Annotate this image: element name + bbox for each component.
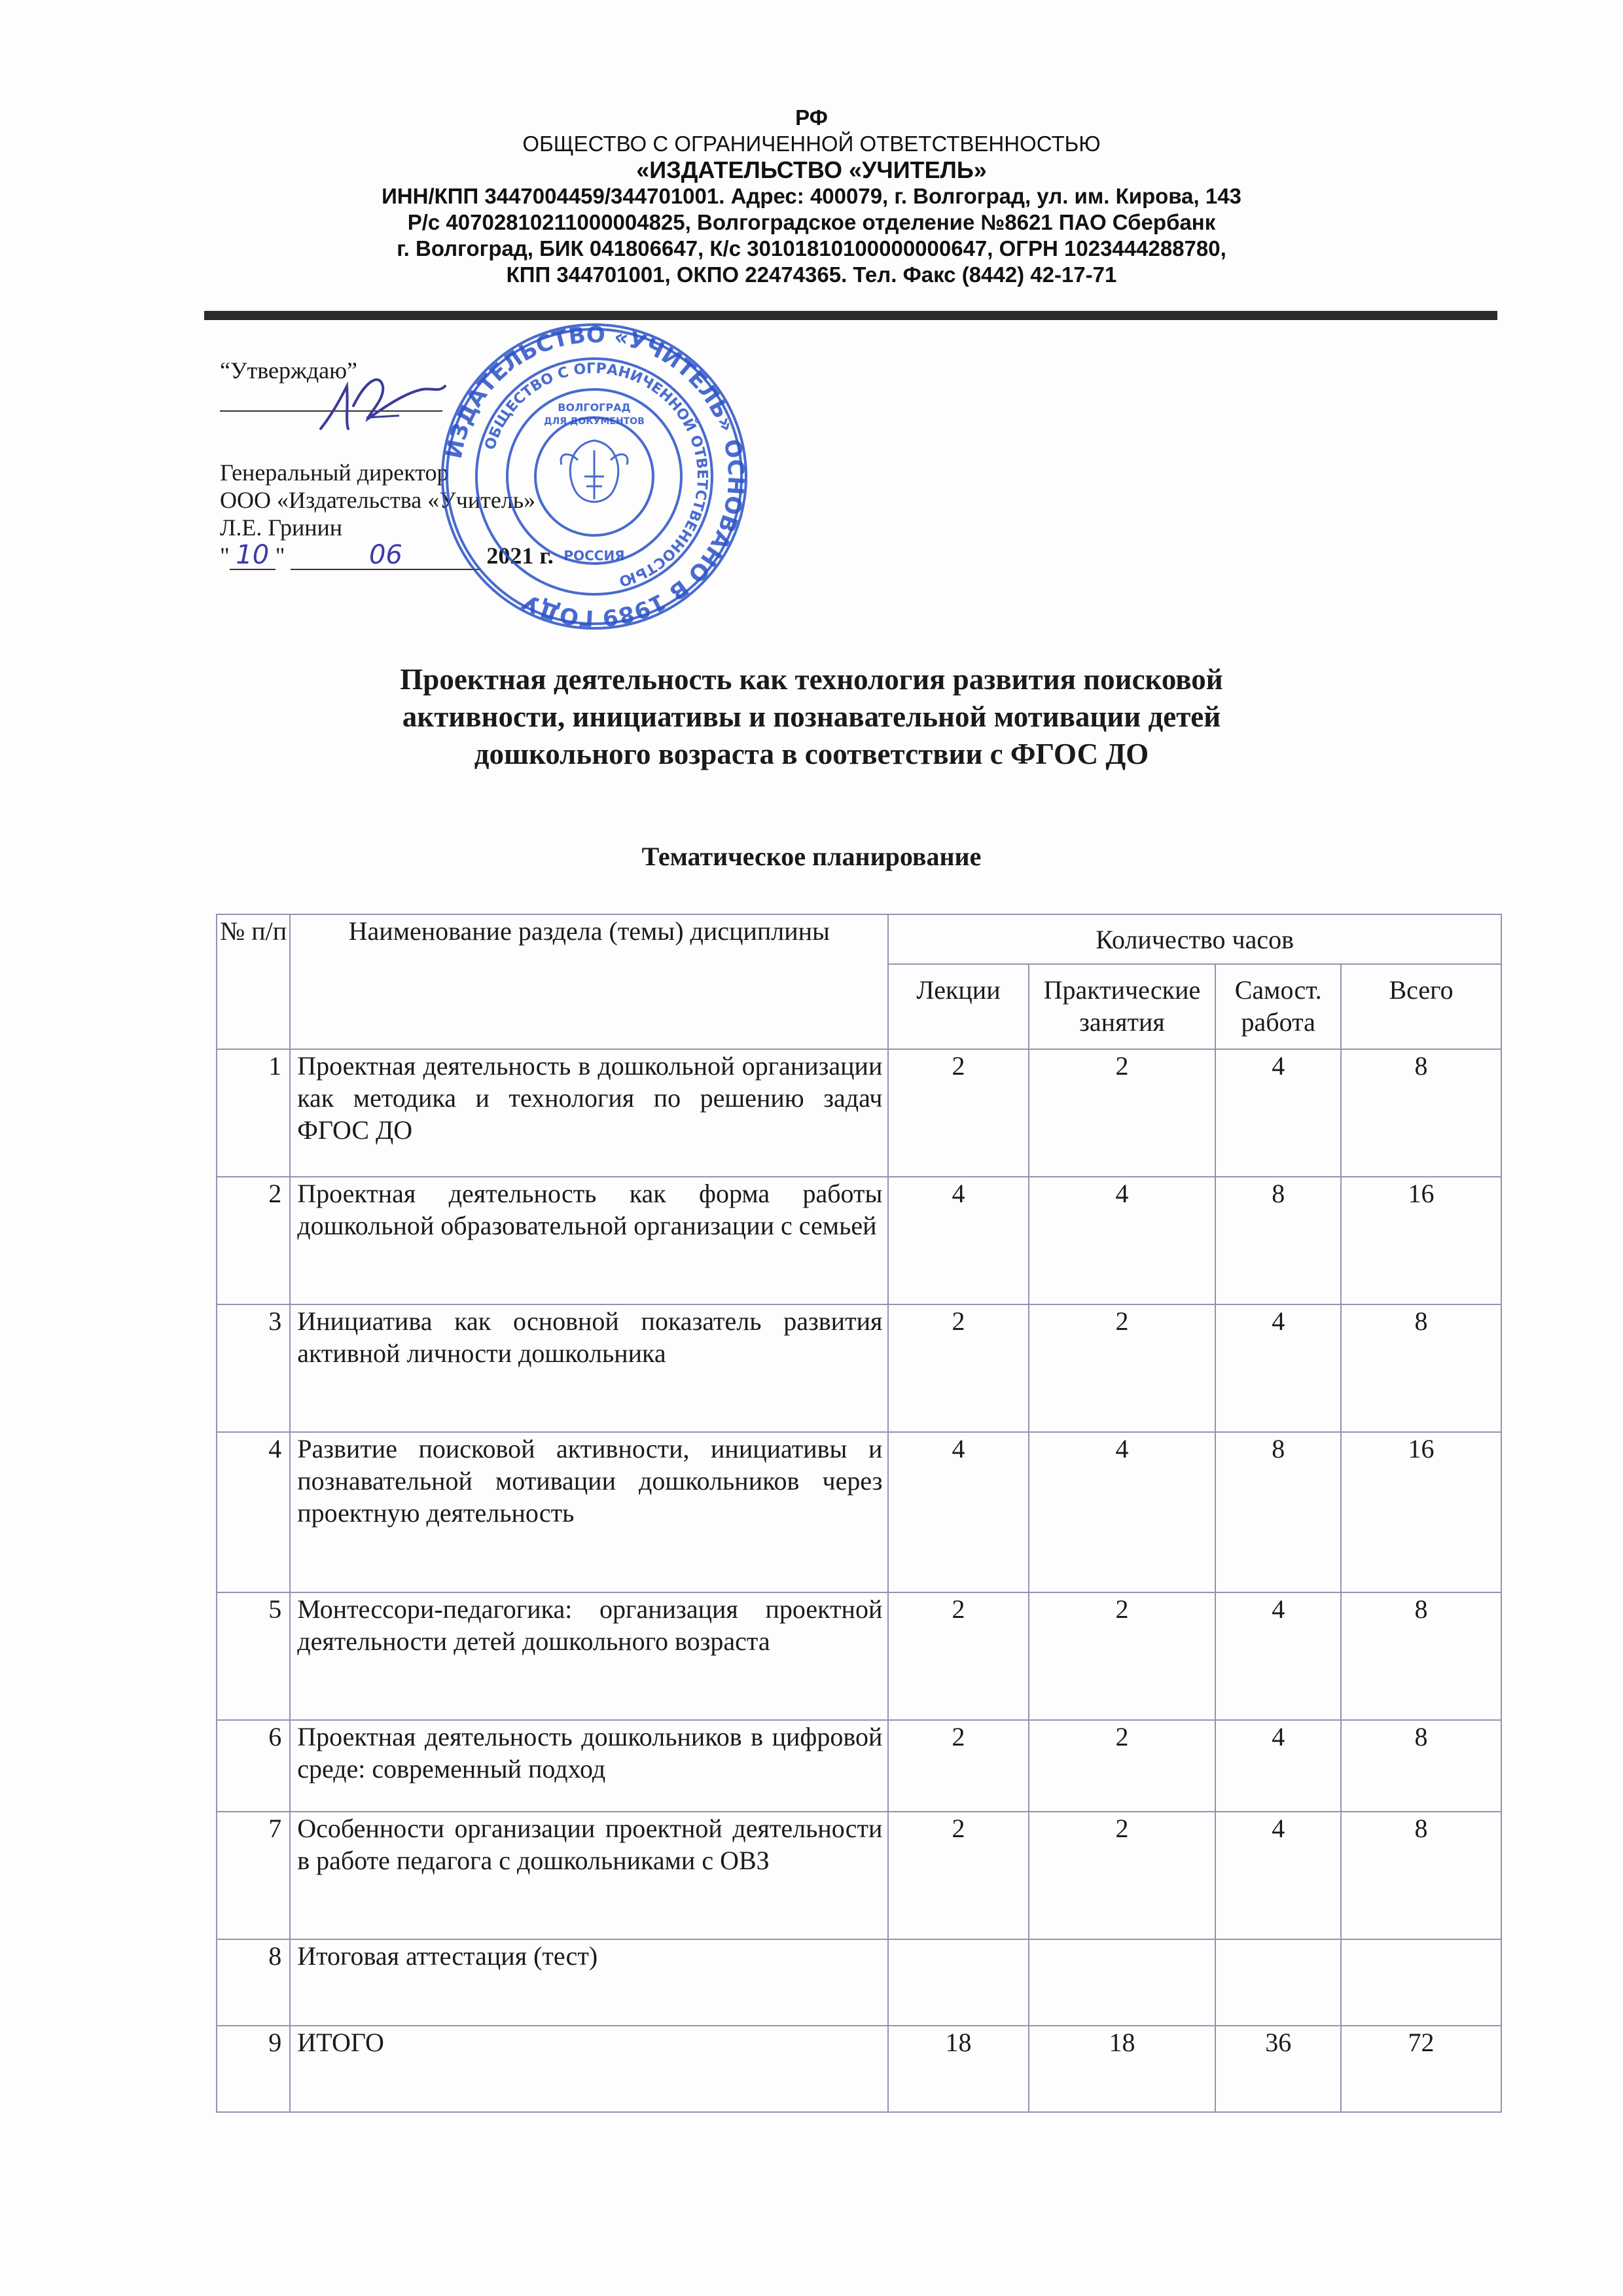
svg-text:ОБЩЕСТВО С ОГРАНИЧЕННОЙ ОТВЕТС: ОБЩЕСТВО С ОГРАНИЧЕННОЙ ОТВЕТСТВЕННОСТЬЮ	[482, 360, 711, 590]
row-num-cell: 9	[217, 2026, 290, 2112]
row-lectures-cell: 4	[888, 1177, 1028, 1304]
row-lectures-cell: 18	[888, 2026, 1028, 2112]
header-self: Самост. работа	[1215, 964, 1341, 1049]
row-topic-cell: Особенности организации проектной деятельности в работе педагога с дошкольниками с ОВЗ	[290, 1812, 888, 1939]
handwritten-signature	[308, 367, 458, 439]
table-row	[217, 1177, 1501, 1304]
svg-text:ВОЛГОГРАД: ВОЛГОГРАД	[558, 401, 631, 414]
table-row	[217, 1432, 1501, 1592]
header-practice: Практические занятия	[1029, 964, 1216, 1049]
date-month: 06	[291, 541, 480, 570]
row-topic-cell: Проектная деятельность в дошкольной организации как методика и технология по решению задач ФГОС ДО	[290, 1049, 888, 1177]
row-lectures-cell: 2	[888, 1592, 1028, 1720]
header-lectures: Лекции	[888, 964, 1028, 1049]
table-row	[217, 1304, 1501, 1432]
row-total-cell: 8	[1341, 1592, 1501, 1720]
row-topic-cell: Инициатива как основной показатель развития активной личности дошкольника	[290, 1304, 888, 1432]
company-seal	[437, 319, 751, 634]
row-num-cell: 6	[217, 1720, 290, 1812]
row-total-cell: 16	[1341, 1177, 1501, 1304]
header-total: Всего	[1341, 964, 1501, 1049]
letterhead-divider	[204, 311, 1497, 320]
row-self-cell: 8	[1215, 1177, 1341, 1304]
svg-text:ДЛЯ ДОКУМЕНТОВ: ДЛЯ ДОКУМЕНТОВ	[544, 416, 645, 427]
row-practice-cell: 2	[1029, 1049, 1216, 1177]
document-title: Проектная деятельность как технология развития поисковой активности, инициативы и познавательной мотивации детей дошкольного возраста в соответствии с ФГОС ДО	[400, 663, 1223, 770]
row-lectures-cell: 2	[888, 1720, 1028, 1812]
row-total-cell: 16	[1341, 1432, 1501, 1592]
row-practice-cell: 4	[1029, 1177, 1216, 1304]
header-name: Наименование раздела (темы) дисциплины	[290, 914, 888, 1049]
row-num-cell: 1	[217, 1049, 290, 1177]
row-self-cell	[1215, 1939, 1341, 2026]
kpp-line: КПП 344701001, ОКПО 22474365. Тел. Факс (8442) 42-17-71	[506, 262, 1117, 287]
table-row	[217, 1939, 1501, 2026]
row-num-cell: 2	[217, 1177, 290, 1304]
date-day: 10	[230, 541, 276, 570]
table-row	[217, 1049, 1501, 1177]
row-self-cell: 8	[1215, 1432, 1341, 1592]
position-line2: ООО «Издательства «Учитель»	[220, 487, 536, 513]
row-practice-cell: 2	[1029, 1720, 1216, 1812]
row-practice-cell: 2	[1029, 1812, 1216, 1939]
header-num: № п/п	[217, 914, 290, 1049]
row-self-cell: 4	[1215, 1592, 1341, 1720]
row-lectures-cell: 2	[888, 1812, 1028, 1939]
row-num-cell: 4	[217, 1432, 290, 1592]
table-row	[217, 1812, 1501, 1939]
country-label: РФ	[795, 105, 828, 130]
row-practice-cell: 4	[1029, 1432, 1216, 1592]
bik-line: г. Волгоград, БИК 041806647, К/с 30101810100000000647, ОГРН 1023444288780,	[397, 236, 1226, 260]
svg-text:ИЗДАТЕЛЬСТВО «УЧИТЕЛЬ» ОСНОВАН: ИЗДАТЕЛЬСТВО «УЧИТЕЛЬ» ОСНОВАНО В 1989 ГОДУ	[440, 321, 749, 632]
account-line: Р/с 40702810211000004825, Волгоградское отделение №8621 ПАО Сбербанк	[407, 210, 1216, 234]
row-topic-cell: Проектная деятельность дошкольников в цифровой среде: современный подход	[290, 1720, 888, 1812]
row-self-cell: 4	[1215, 1720, 1341, 1812]
approve-label: “Утверждаю”	[220, 357, 358, 384]
row-total-cell	[1341, 1939, 1501, 2026]
row-total-cell: 8	[1341, 1720, 1501, 1812]
position-line1: Генеральный директор	[220, 459, 449, 486]
director-name: Л.Е. Гринин	[220, 514, 343, 541]
org-type: ОБЩЕСТВО С ОГРАНИЧЕННОЙ ОТВЕТСТВЕННОСТЬЮ	[522, 132, 1101, 156]
row-total-cell: 72	[1341, 2026, 1501, 2112]
row-lectures-cell: 4	[888, 1432, 1028, 1592]
row-practice-cell: 2	[1029, 1304, 1216, 1432]
row-topic-cell: Итоговая аттестация (тест)	[290, 1939, 888, 2026]
row-self-cell: 36	[1215, 2026, 1341, 2112]
header-hours: Количество часов	[888, 914, 1501, 964]
row-practice-cell: 18	[1029, 2026, 1216, 2112]
row-num-cell: 5	[217, 1592, 290, 1720]
row-total-cell: 8	[1341, 1049, 1501, 1177]
row-num-cell: 3	[217, 1304, 290, 1432]
thematic-plan-table	[216, 914, 1502, 2113]
row-total-cell: 8	[1341, 1812, 1501, 1939]
table-row	[217, 2026, 1501, 2112]
row-self-cell: 4	[1215, 1812, 1341, 1939]
letterhead	[0, 105, 1623, 288]
row-total-cell: 8	[1341, 1304, 1501, 1432]
table-row	[217, 1592, 1501, 1720]
row-lectures-cell: 2	[888, 1049, 1028, 1177]
svg-text:РОССИЯ: РОССИЯ	[563, 548, 625, 564]
org-name: «ИЗДАТЕЛЬСТВО «УЧИТЕЛЬ»	[636, 156, 987, 183]
document-subtitle: Тематическое планирование	[641, 842, 982, 871]
row-lectures-cell	[888, 1939, 1028, 2026]
row-self-cell: 4	[1215, 1049, 1341, 1177]
approval-date: " 10 " 06 2021 г.	[220, 540, 554, 570]
row-topic-cell: ИТОГО	[290, 2026, 888, 2112]
row-num-cell: 7	[217, 1812, 290, 1939]
row-topic-cell: Развитие поисковой активности, инициативы и познавательной мотивации дошкольников через проектную деятельность	[290, 1432, 888, 1592]
row-num-cell: 8	[217, 1939, 290, 2026]
row-topic-cell: Монтессори-педагогика: организация проектной деятельности детей дошкольного возраста	[290, 1592, 888, 1720]
row-topic-cell: Проектная деятельность как форма работы дошкольной образовательной организации с семьей	[290, 1177, 888, 1304]
row-practice-cell	[1029, 1939, 1216, 2026]
date-year: 2021 г.	[486, 543, 554, 569]
row-practice-cell: 2	[1029, 1592, 1216, 1720]
table-row	[217, 1720, 1501, 1812]
row-lectures-cell: 2	[888, 1304, 1028, 1432]
inn-line: ИНН/КПП 3447004459/344701001. Адрес: 400079, г. Волгоград, ул. им. Кирова, 143	[382, 184, 1241, 208]
row-self-cell: 4	[1215, 1304, 1341, 1432]
